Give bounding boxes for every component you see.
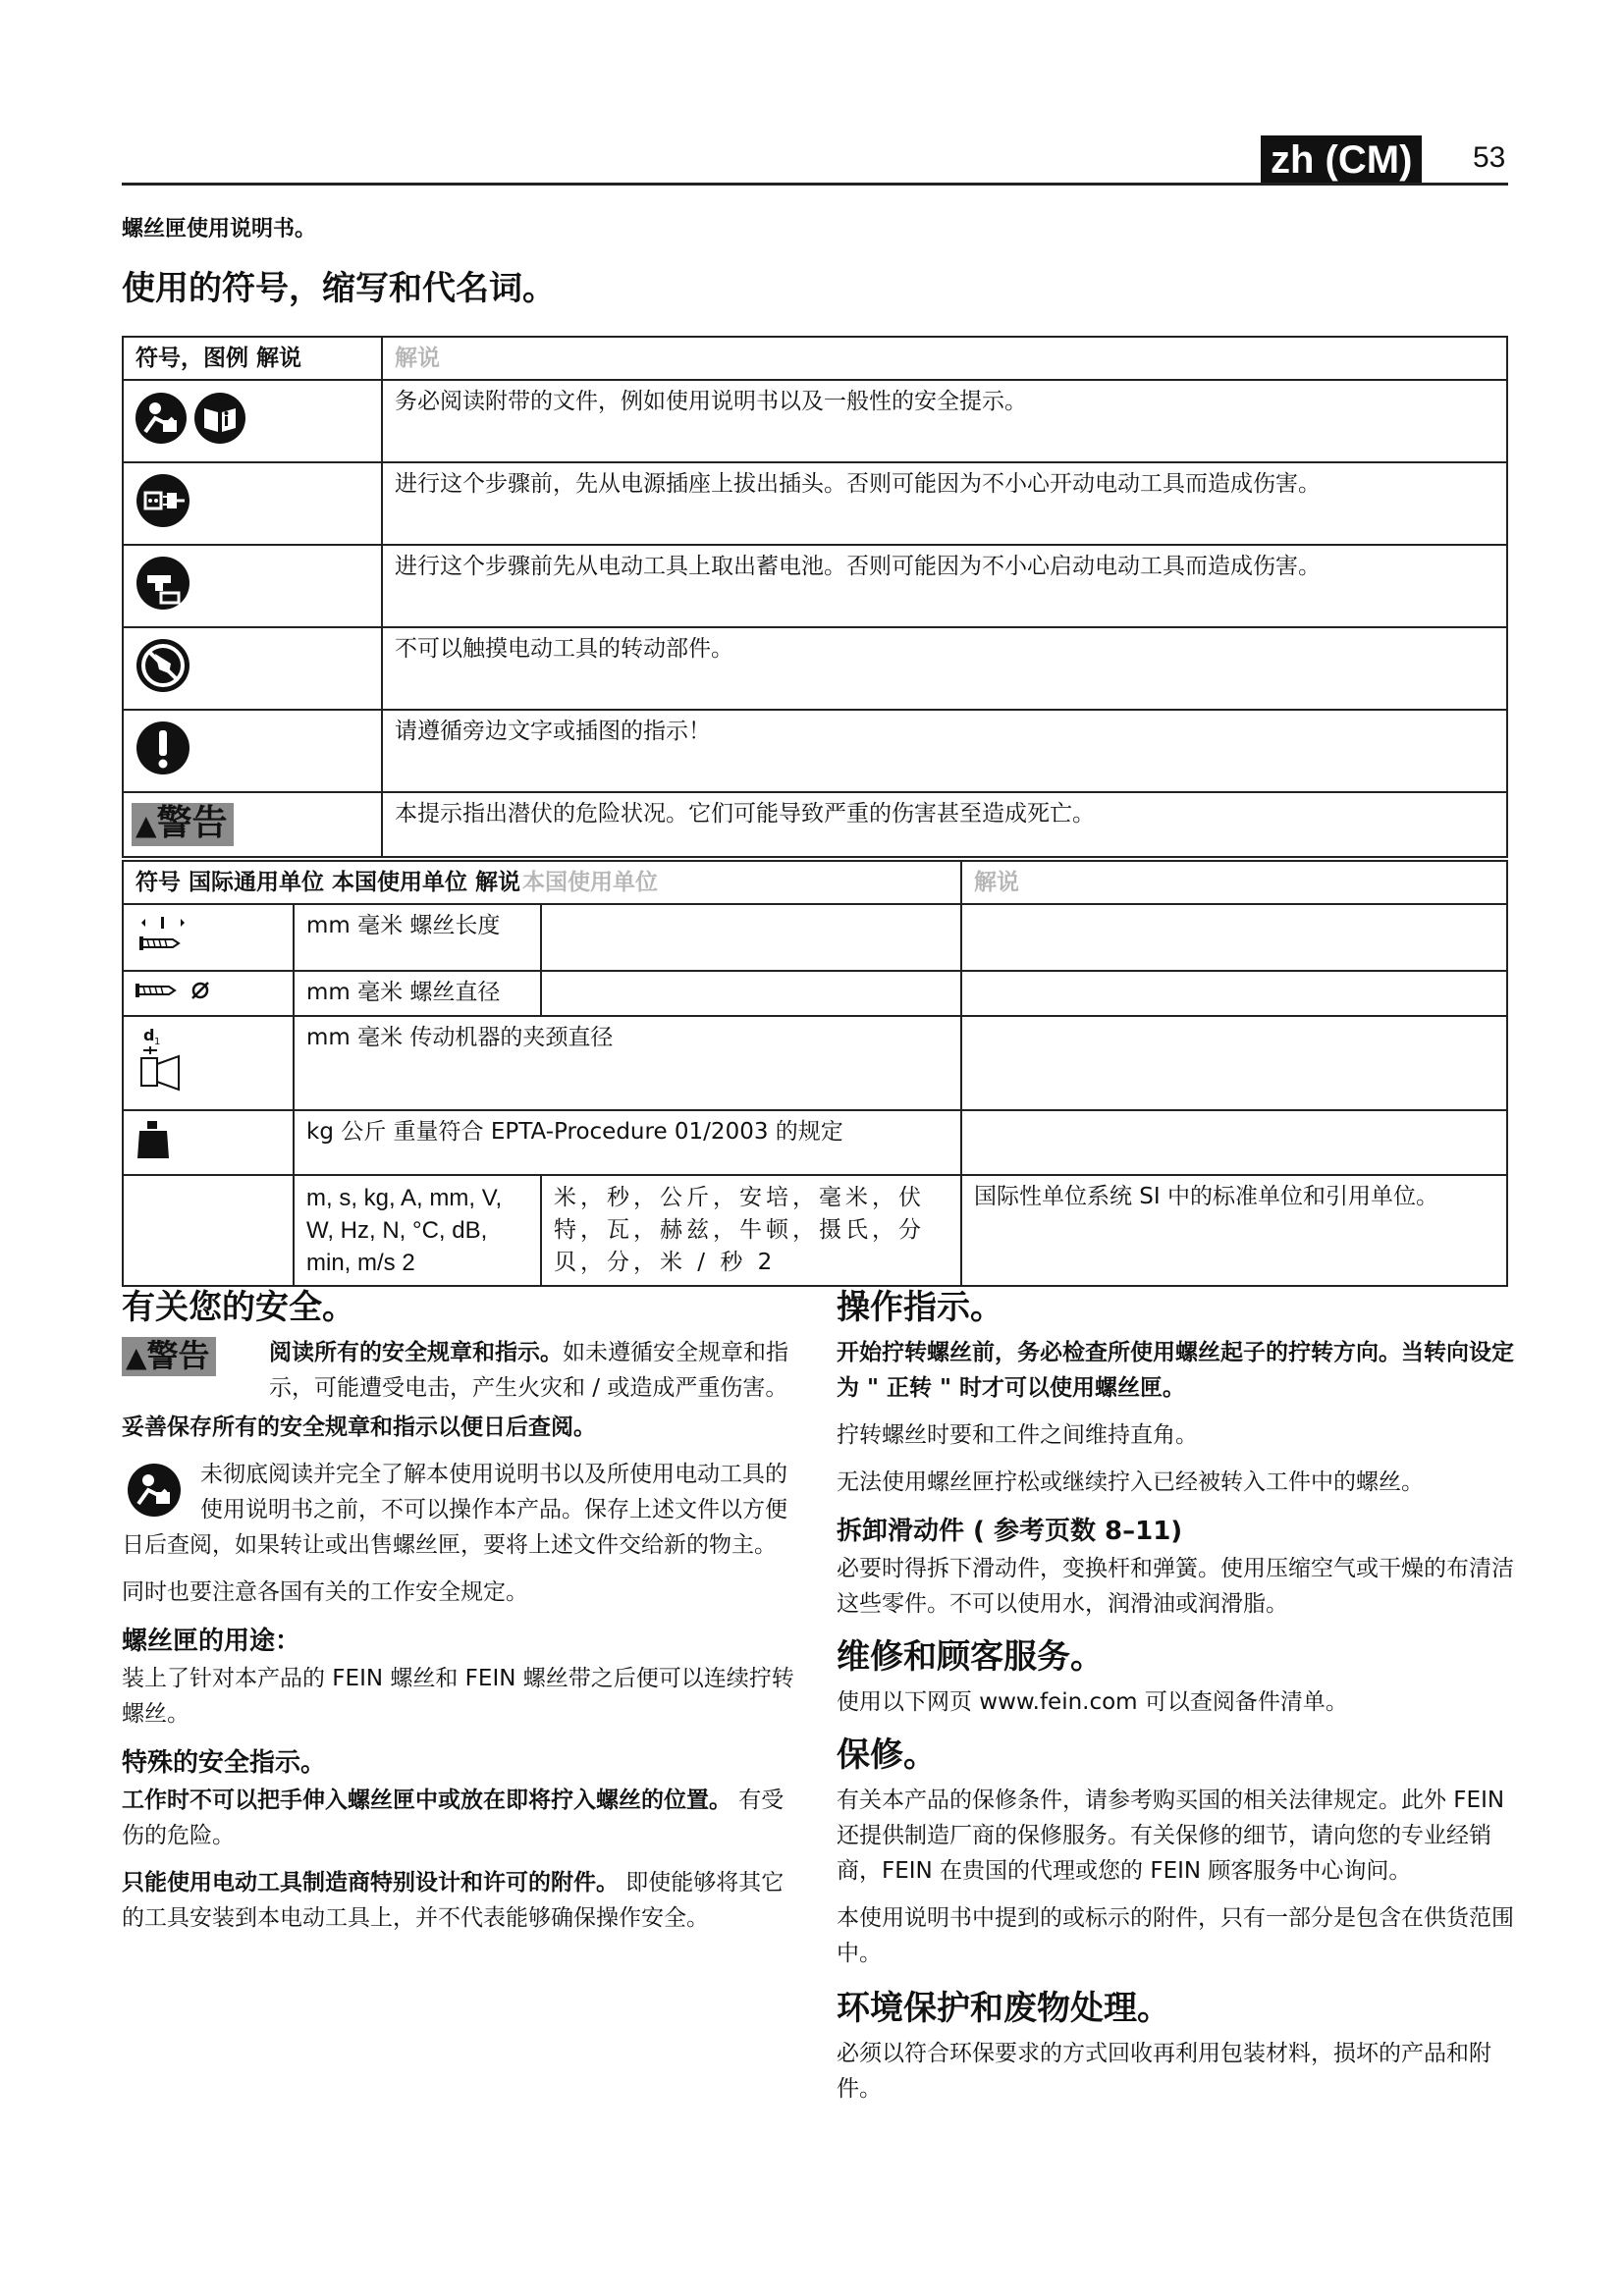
table-header-row: [123, 861, 1507, 904]
explanation-cell: 国际性单位系统 SI 中的标准单位和引用单位。: [974, 1184, 1439, 1209]
warning-badge: ▲警告: [132, 803, 234, 846]
warranty-text-2: 本使用说明书中提到的或标示的附件，只有一部分是包含在供货范围中。: [837, 1905, 1514, 1966]
unit-cell: mm 毫米 螺丝长度: [306, 913, 501, 938]
unit-cell: mm 毫米 螺丝直径: [306, 980, 501, 1005]
page-number: 53: [1473, 141, 1506, 174]
warning-triangle-icon: ▲: [126, 1341, 147, 1373]
special-safety-text: 有受伤的危险。: [122, 1788, 785, 1848]
table-header-row: [123, 337, 1507, 380]
row-text: 务必阅读附带的文件，例如使用说明书以及一般性的安全提示。: [395, 389, 1027, 414]
read-manual-text: 未彻底阅读并完全了解本使用说明书以及所使用电动工具的使用说明书之前，不可以操作本产品。保存上述文件以方便日后查阅，如果转让或出售螺丝匣，要将上述文件交给新的物主。: [122, 1462, 787, 1558]
unit-cell: kg 公斤 重量符合 EPTA-Procedure 01/2003 的规定: [306, 1119, 843, 1145]
purpose-title: 螺丝匣的用途：: [122, 1627, 301, 1656]
table-row: [123, 1110, 1507, 1175]
no-touch-icon: [124, 628, 381, 709]
header-rule: [122, 183, 1508, 186]
local-unit-cell: [542, 972, 960, 984]
symbols-title: 使用的符号，缩写和代名词。: [122, 269, 556, 308]
explanation-cell: [962, 1017, 1506, 1029]
row-text: 进行这个步骤前，先从电源插座上拔出插头。否则可能因为不小心开动电动工具而造成伤害。: [395, 471, 1321, 497]
header-symbol: 符号，图例 解说: [135, 346, 302, 371]
warning-triangle-icon: ▲: [135, 809, 157, 841]
local-unit-cell: [542, 905, 960, 917]
purpose-text: 装上了针对本产品的 FEIN 螺丝和 FEIN 螺丝带之后便可以连续拧转螺丝。: [122, 1666, 794, 1727]
language-badge: zh (CM): [1261, 135, 1422, 185]
local-unit-cell: 米，秒，公斤，安培，毫米，伏特，瓦，赫兹，牛顿，摄氏，分贝，分，米 / 秒 2: [554, 1185, 925, 1275]
regulations-text: 同时也要注意各国有关的工作安全规定。: [122, 1579, 528, 1605]
operation-bold: 开始拧转螺丝前，务必检查所使用螺丝起子的拧转方向。当转向设定为 " 正转 " 时才可以使用螺丝匣。: [837, 1340, 1514, 1401]
warning-badge: ▲警告: [122, 1337, 216, 1376]
special-safety-title: 特殊的安全指示。: [122, 1748, 327, 1778]
row-text: 不可以触摸电动工具的转动部件。: [395, 636, 733, 662]
intro-line: 螺丝匣使用说明书。: [122, 217, 317, 241]
special-safety-bold: 工作时不可以把手伸入螺丝匣中或放在即将拧入螺丝的位置。: [122, 1788, 731, 1813]
units-table: [122, 860, 1508, 1287]
row-text: 请遵循旁边文字或插图的指示！: [395, 719, 711, 744]
table-row: [123, 545, 1507, 627]
table-row: [123, 792, 1507, 857]
table-row: [123, 627, 1507, 710]
table-row: [123, 462, 1507, 545]
table-row: [123, 380, 1507, 462]
header-units: 符号 国际通用单位 本国使用单位 解说: [135, 870, 521, 895]
slide-title: 拆卸滑动件 ( 参考页数 8–11): [837, 1517, 1183, 1546]
slide-text: 必要时得拆下滑动件，变换杆和弹簧。使用压缩空气或干燥的布清洁这些零件。不可以使用水，润滑油或润滑脂。: [837, 1556, 1514, 1617]
service-text: 使用以下网页 www.fein.com 可以查阅备件清单。: [837, 1689, 1348, 1715]
unit-cell: m, s, kg, A, mm, V, W, Hz, N, °C, dB, min, m/s 2: [306, 1185, 503, 1276]
environment-text: 必须以符合环保要求的方式回收再利用包装材料，损坏的产品和附件。: [837, 2041, 1491, 2102]
explanation-cell: [962, 972, 1506, 984]
right-column: [837, 1284, 1514, 2118]
table-row: [123, 1175, 1507, 1286]
table-row: [123, 904, 1507, 971]
table-row: [123, 710, 1507, 792]
environment-title: 环境保护和废物处理。: [837, 1989, 1170, 2028]
row-text: 进行这个步骤前先从电动工具上取出蓄电池。否则可能因为不小心启动电动工具而造成伤害。: [395, 554, 1321, 579]
unplug-icon: [124, 463, 381, 544]
accessories-text: 即使能够将其它的工具安装到本电动工具上，并不代表能够确保操作安全。: [122, 1870, 785, 1931]
warning-text: 如未遵循安全规章和指示，可能遭受电击，产生火灾和 / 或造成严重伤害。: [269, 1340, 788, 1401]
warranty-title: 保修。: [837, 1735, 937, 1775]
explanation-cell: [962, 1111, 1506, 1123]
screw-length-icon: [124, 905, 293, 970]
remove-battery-icon: [124, 546, 381, 626]
service-title: 维修和顾客服务。: [837, 1637, 1104, 1677]
operation-text-1: 拧转螺丝时要和工件之间维持直角。: [837, 1422, 1198, 1448]
svg-text:d: d: [143, 1026, 155, 1044]
left-column: [122, 1284, 799, 1948]
keep-instructions: 妥善保存所有的安全规章和指示以便日后查阅。: [122, 1415, 596, 1440]
explanation-cell: [962, 905, 1506, 917]
row-text: 本提示指出潜伏的危险状况。它们可能导致严重的伤害甚至造成死亡。: [395, 801, 1095, 827]
collar-diameter-icon: [124, 1017, 293, 1109]
table-row: [123, 1016, 1507, 1110]
header-explanation: 解说: [395, 346, 440, 371]
unit-cell: mm 毫米 传动机器的夹颈直径: [306, 1025, 614, 1050]
operation-title: 操作指示。: [837, 1288, 1003, 1327]
screw-diameter-icon: [124, 972, 293, 1015]
symbols-table: [122, 336, 1508, 858]
read-manual-icon: [124, 381, 381, 461]
read-manual-icon: [122, 1461, 187, 1520]
accessories-bold: 只能使用电动工具制造商特别设计和许可的附件。: [122, 1870, 619, 1896]
warranty-text-1: 有关本产品的保修条件，请参考购买国的相关法律规定。此外 FEIN 还提供制造厂商的保修服务。有关保修的细节，请向您的专业经销商，FEIN 在贵国的代理或您的 FEIN 顾客服务中心询问。: [837, 1788, 1505, 1884]
safety-title: 有关您的安全。: [122, 1288, 355, 1327]
svg-text:1: 1: [154, 1037, 161, 1047]
header-local-units-ghost: 本国使用单位: [522, 870, 659, 895]
header-explanation: 解说: [974, 870, 1019, 895]
operation-text-2: 无法使用螺丝匣拧松或继续拧入已经被转入工件中的螺丝。: [837, 1469, 1424, 1495]
warning-bold-text: 阅读所有的安全规章和指示。: [269, 1340, 563, 1365]
exclamation-icon: [124, 711, 381, 791]
weight-icon: [124, 1111, 293, 1174]
table-row: [123, 971, 1507, 1016]
